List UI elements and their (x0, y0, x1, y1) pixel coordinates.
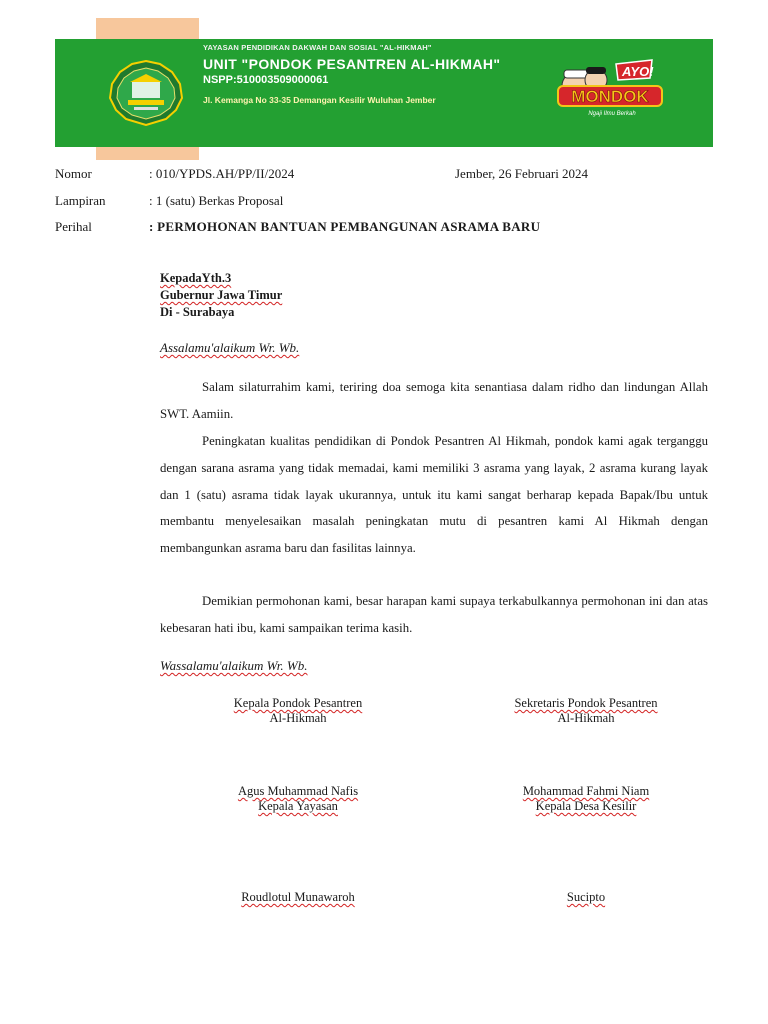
lampiran-label: Lampiran (55, 193, 106, 208)
foundation-name: YAYASAN PENDIDIKAN DAKWAH DAN SOSIAL "AL-HIKMAH" (203, 43, 432, 52)
right-signer-title: Sekretaris Pondok Pesantren (514, 696, 658, 710)
letter-date: Jember, 26 Februari 2024 (455, 166, 589, 181)
paragraph-2 (160, 428, 708, 562)
left-signer-title: Kepala Pondok Pesantren (233, 696, 363, 710)
recipient-location: Di - Surabaya (160, 305, 235, 319)
opening-greeting: Assalamu'alaikum Wr. Wb. (160, 340, 300, 355)
lampiran-value: : 1 (satu) Berkas Proposal (149, 193, 284, 208)
badge-sub-text: Ngaji Ilmu Berkah (588, 111, 636, 117)
badge-top-text: AYO! (622, 64, 654, 79)
signature-right-header (471, 696, 701, 726)
right-signer-name-2: Sucipto (566, 890, 606, 904)
closing-greeting: Wassalamu'alaikum Wr. Wb. (160, 658, 308, 673)
recipient-salutation: KepadaYth.3 (160, 271, 232, 285)
right-signer-org: Al-Hikmah (557, 711, 615, 725)
pesantren-logo (108, 60, 184, 126)
paragraph-3 (160, 588, 708, 642)
left-signer-title-2: Kepala Yayasan (258, 799, 338, 813)
letterhead-text (203, 43, 553, 105)
paragraph-3-text: Demikian permohonan kami, besar harapan kami supaya terkabulkannya permohonan ini dan atas kebesaran hati ibu, kami sampaikan terima kasih. (160, 594, 708, 635)
paragraph-2-text: Peningkatan kualitas pendidikan di Pondok Pesantren Al Hikmah, pondok kami agak terganggu dengan sarana asrama yang tidak memadai, kami memiliki 3 asrama yang layak, 2 asrama kurang layak dan 1 (satu) asrama tidak layak ukurannya, untuk itu kami sangat berharap kepada Bapak/Ibu untuk membantu menyelesaikan masalah peningkatan mutu di pesantren kami Al Hikmah dengan membangunkan asrama baru dan fasilitas lainnya. (160, 434, 708, 556)
address-line: Jl. Kemanga No 33-35 Demangan Kesilir Wuluhan Jember (203, 95, 436, 105)
left-signer-org: Al-Hikmah (269, 711, 327, 725)
paragraph-1-text: Salam silaturrahim kami, teriring doa semoga kita senantiasa dalam ridho dan lindungan Allah SWT. Aamiin. (160, 380, 708, 421)
left-signer-name-2: Roudlotul Munawaroh (241, 890, 355, 904)
signature-right-middle (471, 784, 701, 814)
perihal-label: Perihal (55, 219, 92, 234)
unit-name: UNIT "PONDOK PESANTREN AL-HIKMAH" (203, 56, 501, 72)
nomor-value: : 010/YPDS.AH/PP/II/2024 (149, 166, 295, 181)
recipient-name: Gubernur Jawa Timur (160, 288, 283, 302)
ayo-mondok-badge (554, 56, 666, 122)
right-signer-title-2: Kepala Desa Kesilir (535, 799, 637, 813)
paragraph-1 (160, 374, 708, 428)
signature-left-middle (183, 784, 413, 814)
perihal-value: : PERMOHONAN BANTUAN PEMBANGUNAN ASRAMA BARU (149, 219, 541, 234)
left-signer-name: Agus Muhammad Nafis (237, 784, 359, 798)
badge-main-text: MONDOK (571, 87, 649, 106)
signature-left-bottom (183, 890, 413, 905)
signature-left-header (183, 696, 413, 726)
signature-right-bottom (471, 890, 701, 905)
right-signer-name: Mohammad Fahmi Niam (522, 784, 650, 798)
nspp-number: NSPP:510003509000061 (203, 74, 329, 86)
nomor-label: Nomor (55, 166, 92, 181)
